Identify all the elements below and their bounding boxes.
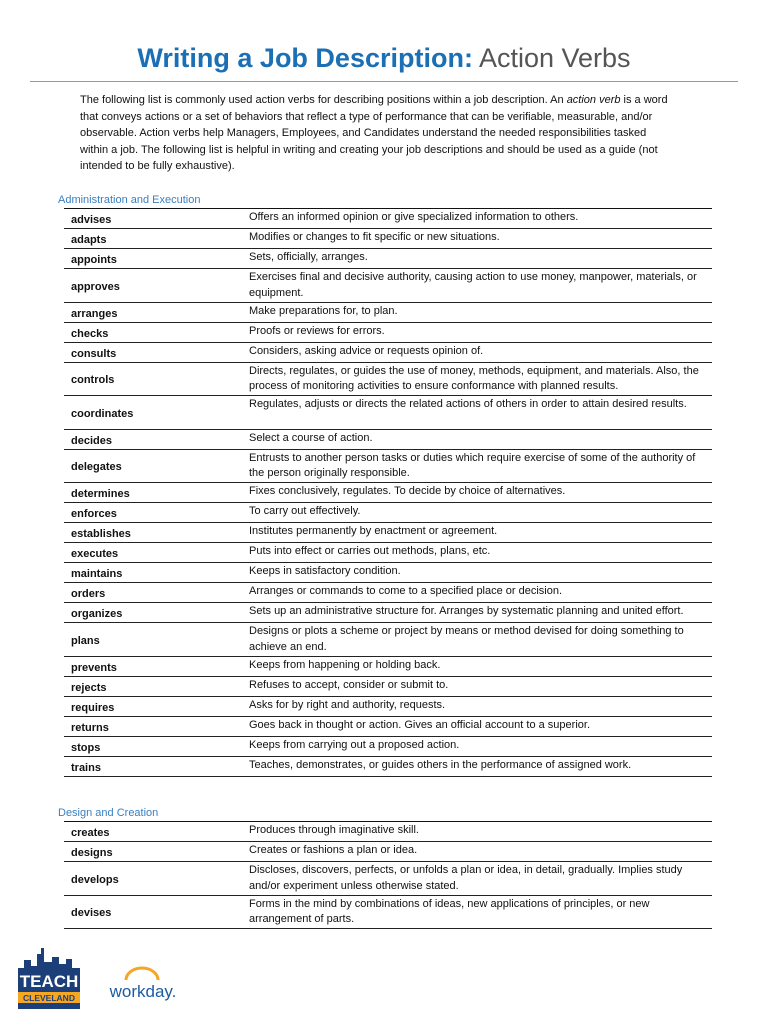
verb-cell: consults [71,347,117,360]
table-row [64,563,712,583]
table-row [64,697,712,717]
verb-cell: controls [71,374,115,387]
verb-cell: determines [71,488,130,500]
definition-cell: Puts into effect or carries out methods, plans, etc. [249,545,491,557]
intro-paragraph [80,92,676,175]
page-title-sub: Action Verbs [478,43,631,73]
workday-logo-text: workday. [109,982,177,1001]
table-row [64,657,712,677]
definition-cell: Make preparations for, to plan. [249,304,398,317]
definition-cell: Creates or fashions a plan or idea. [249,844,418,856]
definition-cell: Regulates, adjusts or directs the related actions of others in order to attain desired results. [249,398,687,410]
verb-cell: stops [71,741,101,754]
definition-cell: Modifies or changes to fit specific or new situations. [249,231,500,243]
verb-cell: creates [71,827,110,839]
table-row [64,842,712,862]
intro-text-1: The following list is commonly used action verbs for describing positions within a job description. An [80,94,567,106]
table-row [64,483,712,503]
verb-cell: devises [71,907,112,920]
table-row [64,862,712,896]
verbs-table-design [64,821,712,929]
table-row [64,450,712,484]
page-title-main: Writing a Job Description: [137,43,473,73]
verb-cell: trains [71,761,101,774]
verb-cell: decides [71,434,112,447]
definition-cell: Proofs or reviews for errors. [249,324,385,337]
intro-text-2: is a word that conveys actions or a set of behaviors that reflect a type of performance that can be verifiable, measurable, and/or observable. Action verbs help Managers, Employees, and Candidates understand the needed responsibilities tasked within a job. The following list is helpful in writing and creating your job descriptions and should be used as a guide (not intended to be fully exhaustive). [80,94,668,172]
table-row [64,623,712,657]
verb-cell: delegates [71,461,122,474]
table-row [64,303,712,323]
definition-cell: Considers, asking advice or requests opinion of. [249,344,484,357]
table-row [64,229,712,249]
table-row [64,323,712,343]
definition-cell: Produces through imaginative skill. [249,824,419,836]
definition-cell: Keeps from happening or holding back. [249,658,441,671]
section-title-design: Design and Creation [58,807,159,819]
verb-cell: appoints [71,254,117,266]
verb-cell: establishes [71,528,131,540]
verb-cell: advises [71,214,112,226]
definition-cell: Select a course of action. [249,431,373,444]
table-row [64,822,712,842]
verb-cell: approves [71,280,120,293]
verb-cell: adapts [71,234,107,246]
definition-cell: Goes back in thought or action. Gives an official account to a superior. [249,718,590,731]
definition-cell: Sets, officially, arranges. [249,251,368,263]
definition-cell: To carry out effectively. [249,505,361,517]
table-row [64,523,712,543]
definition-cell: Sets up an administrative structure for. Arranges by systematic planning and united effort. [249,605,684,617]
definition-cell: Keeps in satisfactory condition. [249,565,401,577]
verb-cell: returns [71,721,109,734]
table-row [64,583,712,603]
verb-cell: rejects [71,681,107,694]
definition-cell: Fixes conclusively, regulates. To decide by choice of alternatives. [249,485,566,497]
definition-cell: Arranges or commands to come to a specified place or decision. [249,585,563,597]
table-row [64,249,712,269]
verb-cell: organizes [71,608,123,620]
verb-cell: enforces [71,508,117,520]
verb-cell: arranges [71,307,118,320]
section-title-administration: Administration and Execution [58,194,201,206]
table-row [64,269,712,303]
definition-cell: Entrusts to another person tasks or duties which require exercise of some of the authority of the person originally responsible. [249,451,696,479]
workday-logo [104,966,182,1002]
verb-cell: checks [71,327,109,340]
definition-cell: Teaches, demonstrates, or guides others in the performance of assigned work. [249,758,632,771]
verb-cell: orders [71,588,106,600]
verb-cell: coordinates [71,407,134,420]
verb-cell: maintains [71,568,123,580]
table-row [64,503,712,523]
table-row [64,363,712,397]
table-row [64,343,712,363]
table-row [64,209,712,229]
verb-cell: designs [71,847,113,859]
definition-cell: Offers an informed opinion or give specialized information to others. [249,211,579,223]
teach-cleveland-logo [15,946,83,1010]
verb-cell: develops [71,873,119,886]
cleveland-logo-text: CLEVELAND [23,993,75,1003]
title-divider [30,81,738,82]
table-row [64,396,712,430]
definition-cell: Keeps from carrying out a proposed action. [249,738,460,751]
definition-cell: Designs or plots a scheme or project by means or method devised for doing something to achieve an end. [249,625,684,653]
table-row [64,677,712,697]
page-title [0,40,768,76]
table-row [64,717,712,737]
definition-cell: Institutes permanently by enactment or agreement. [249,525,498,537]
table-row [64,896,712,930]
table-row [64,543,712,563]
definition-cell: Discloses, discovers, perfects, or unfolds a plan or idea, in detail, gradually. Implies study and/or experiment unless otherwise stated. [249,864,683,892]
verbs-table-administration [64,208,712,777]
definition-cell: Directs, regulates, or guides the use of money, methods, equipment, and materials. Also, the process of monitoring activities to ensure conformance with planned results. [249,364,699,392]
intro-italic-term: action verb [566,94,621,106]
verb-cell: prevents [71,661,117,674]
verb-cell: plans [71,634,100,647]
teach-logo-text: TEACH [19,972,79,991]
table-row [64,757,712,777]
table-row [64,430,712,450]
verb-cell: executes [71,548,119,560]
table-row [64,603,712,623]
table-row [64,737,712,757]
definition-cell: Exercises final and decisive authority, causing action to use money, manpower, materials, or equipment. [249,271,697,299]
verb-cell: requires [71,701,115,714]
definition-cell: Refuses to accept, consider or submit to. [249,678,449,691]
definition-cell: Asks for by right and authority, requests. [249,698,446,711]
definition-cell: Forms in the mind by combinations of ideas, new applications of principles, or new arrangement of parts. [249,897,650,925]
